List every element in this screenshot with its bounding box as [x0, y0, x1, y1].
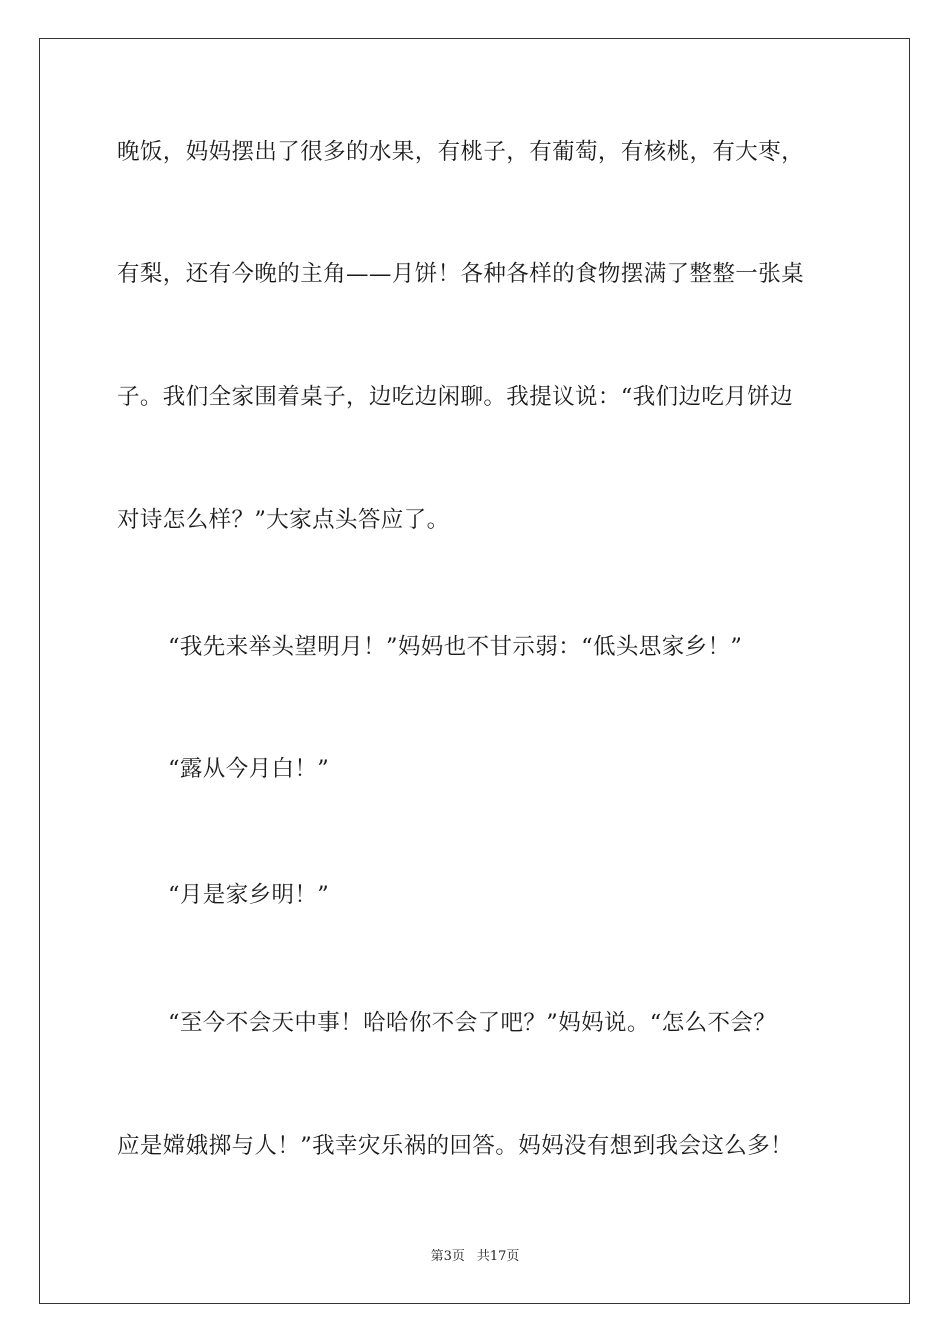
- text-line: “露从今月白！”: [168, 756, 330, 782]
- text-line: “月是家乡明！”: [168, 882, 330, 908]
- page-frame: [39, 38, 910, 1304]
- text-line: 子。我们全家围着桌子，边吃边闲聊。我提议说：“我们边吃月饼边: [117, 384, 794, 410]
- page-total: 共17页: [476, 1249, 520, 1264]
- text-line: 对诗怎么样？”大家点头答应了。: [117, 507, 450, 533]
- text-line: “至今不会天中事！哈哈你不会了吧？”妈妈说。“怎么不会？: [168, 1010, 777, 1036]
- text-line: 晚饭，妈妈摆出了很多的水果，有桃子，有葡萄，有核桃，有大枣，: [117, 139, 805, 165]
- page-footer: [0, 1248, 950, 1266]
- text-line: “我先来举头望明月！”妈妈也不甘示弱：“低头思家乡！”: [168, 634, 743, 660]
- text-line: 有梨，还有今晚的主角——月饼！各种各样的食物摆满了整整一张桌: [117, 261, 805, 287]
- text-line: 应是嫦娥掷与人！”我幸灾乐祸的回答。妈妈没有想到我会这么多！: [117, 1133, 794, 1159]
- page-number: 第3页: [430, 1249, 465, 1264]
